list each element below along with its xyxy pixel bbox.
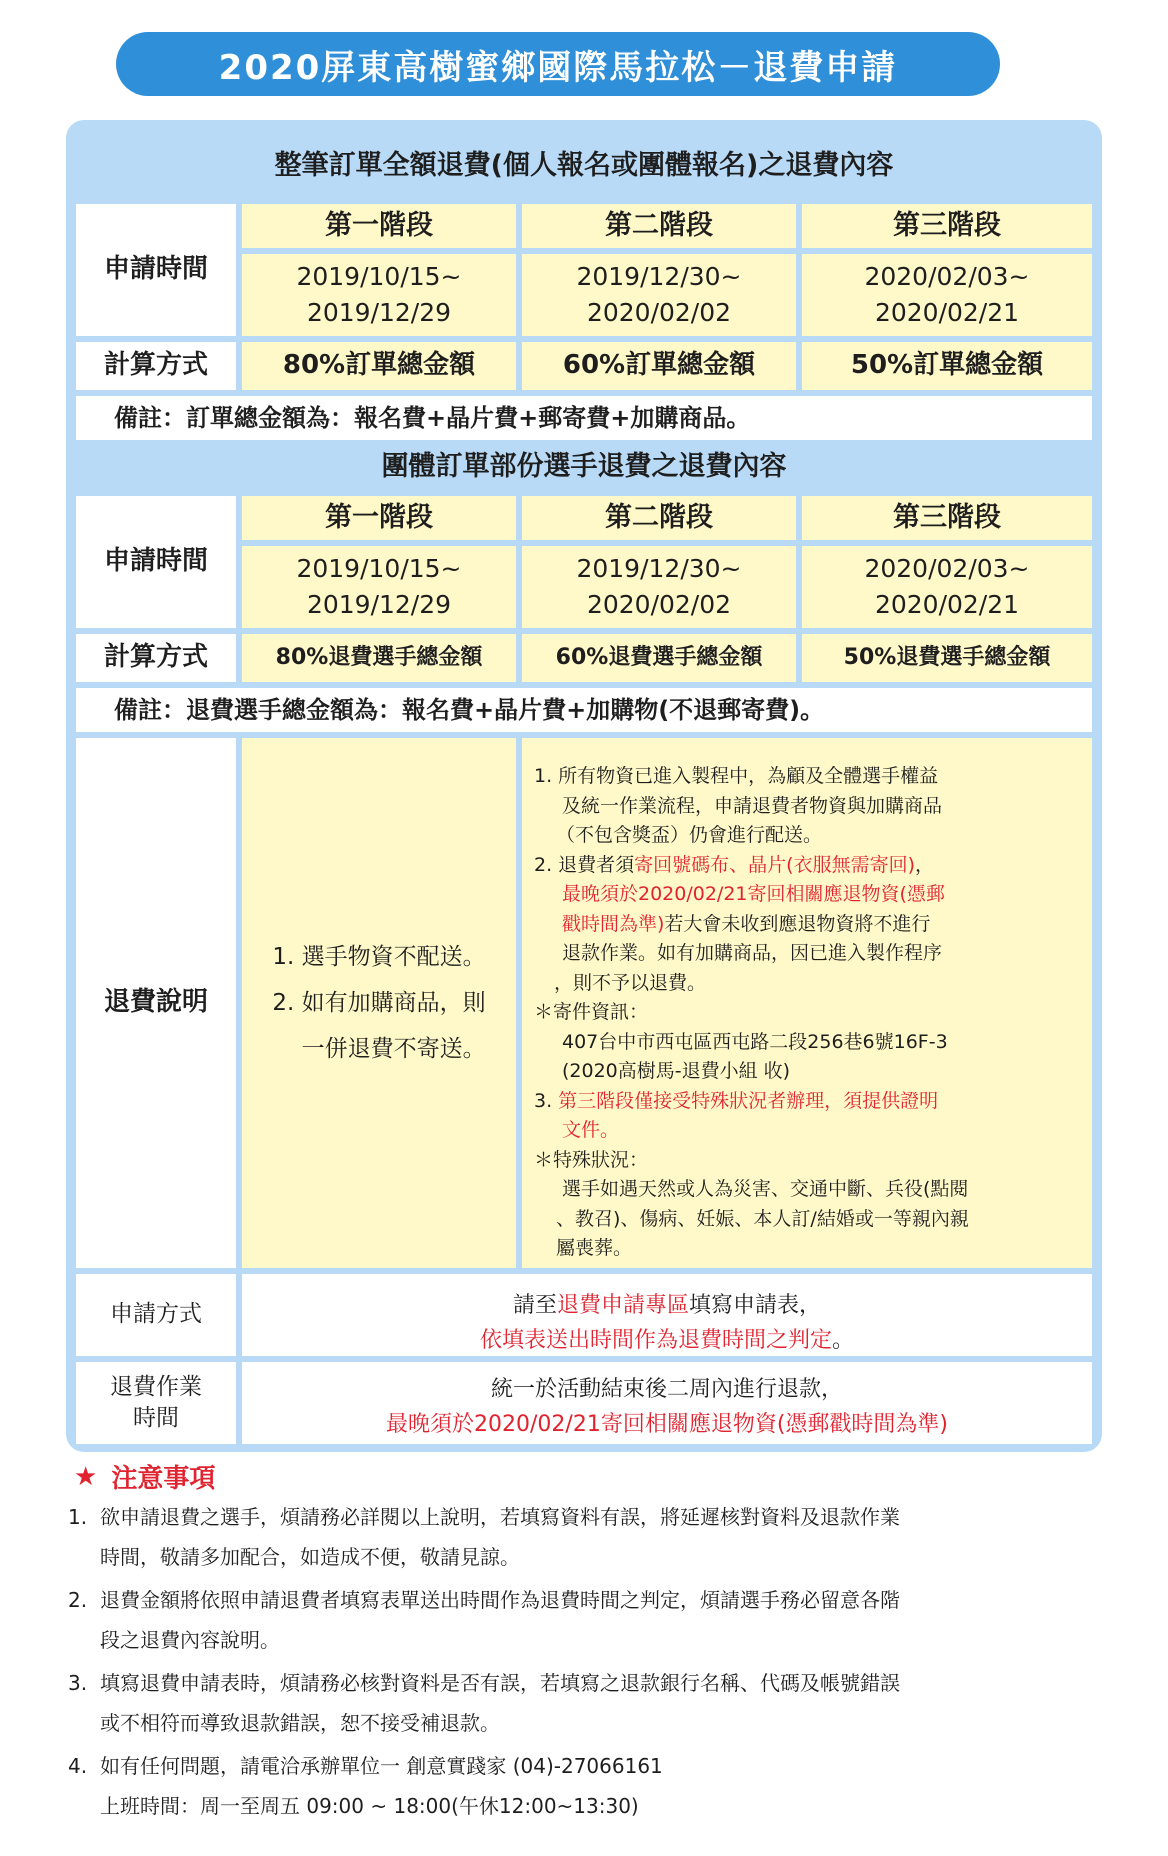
right-line <box>534 851 969 881</box>
section1-header: 整筆訂單全額退費(個人報名或團體報名)之退費內容 <box>76 136 1092 196</box>
section2-calc-1: 80%退費選手總金額 <box>242 634 516 682</box>
section2-calc-2: 60%退費選手總金額 <box>522 634 796 682</box>
apply-text: 請至 <box>512 1293 557 1318</box>
notice-line: 欲申請退費之選手，煩請務必詳閱以上說明，若填寫資料有誤，將延遲核對資料及退款作業 <box>100 1505 900 1529</box>
refund-explain-label: 退費說明 <box>76 738 236 1268</box>
section1-stage-2: 第二階段 <box>522 204 796 248</box>
right-line-red: 文件。 <box>562 1119 620 1141</box>
right-line: (2020高樹馬-退費小組 收) <box>562 1060 791 1082</box>
notice-num: 4. <box>68 1754 88 1778</box>
refund-time-content <box>242 1362 1092 1444</box>
right-line: 選手如遇天然或人為災害、交通中斷、兵役(點閱 <box>562 1178 969 1200</box>
section1-calc-1: 80%訂單總金額 <box>242 342 516 390</box>
section2-stage-3: 第三階段 <box>802 496 1092 540</box>
right-line-red: 最晚須於2020/02/21寄回相關應退物資(憑郵 <box>562 883 945 905</box>
apply-text: 填寫申請表， <box>689 1293 822 1318</box>
notice-line: 填寫退費申請表時，煩請務必核對資料是否有誤，若填寫之退款銀行名稱、代碼及帳號錯誤 <box>100 1671 900 1695</box>
right-text-red: 戳時間為準) <box>562 912 665 935</box>
section1-date-3-start: 2020/02/03~ <box>864 261 1030 291</box>
right-line <box>534 1087 969 1117</box>
apply-method-line-2 <box>480 1323 854 1358</box>
right-line: 407台中市西屯區西屯路二段256巷6號16F-3 <box>562 1030 948 1053</box>
section1-calc-label: 計算方式 <box>76 342 236 390</box>
notice-item <box>68 1663 1108 1743</box>
apply-method-content <box>242 1274 1092 1356</box>
refund-time-text <box>386 1362 948 1442</box>
right-text: ， <box>915 853 935 876</box>
section1-date-3-end: 2020/02/21 <box>874 298 1020 327</box>
refund-explain-left <box>242 738 516 1268</box>
section2-header: 團體訂單部份選手退費之退費內容 <box>76 444 1092 490</box>
right-line: 及統一作業流程，申請退費者物資與加購商品 <box>562 794 943 817</box>
refund-time-line-2: 最晚須於2020/02/21寄回相關應退物資(憑郵戳時間為準) <box>386 1412 948 1438</box>
apply-method-text <box>480 1274 854 1358</box>
refund-time-line-1: 統一於活動結束後二周內進行退款， <box>490 1377 843 1402</box>
section2-date-3-end: 2020/02/21 <box>874 590 1020 619</box>
section1-date-1-end: 2019/12/29 <box>306 298 452 327</box>
notice-num: 2. <box>68 1588 88 1612</box>
refund-explain-left-list <box>272 934 485 1072</box>
section1-calc-3: 50%訂單總金額 <box>802 342 1092 390</box>
refund-time-label-1: 退費作業 <box>110 1373 202 1400</box>
right-line: 屬喪葬。 <box>556 1237 633 1259</box>
right-line: 退款作業。如有加購商品，因已進入製作程序 <box>562 942 943 964</box>
right-line: ＊特殊狀況： <box>534 1148 649 1171</box>
section1-note: 備註：訂單總金額為：報名費+晶片費+郵寄費+加購商品。 <box>76 396 1092 440</box>
section1-time-label: 申請時間 <box>76 204 236 336</box>
refund-zone-link[interactable]: 退費申請專區 <box>556 1293 689 1318</box>
right-line: ＊寄件資訊： <box>534 1001 649 1023</box>
section1-date-3 <box>802 254 1092 336</box>
section2-calc-3: 50%退費選手總金額 <box>802 634 1092 682</box>
section2-note: 備註：退費選手總金額為：報名費+晶片費+加購物(不退郵寄費)。 <box>76 688 1092 732</box>
left-item-1: 1. 選手物資不配送。 <box>272 944 486 970</box>
notice-line: 時間，敬請多加配合，如造成不便，敬請見諒。 <box>100 1545 520 1569</box>
apply-text: 。 <box>832 1328 855 1354</box>
right-line: ，則不予以退費。 <box>554 971 707 994</box>
section1-stage-3: 第三階段 <box>802 204 1092 248</box>
section1-calc-2: 60%訂單總金額 <box>522 342 796 390</box>
section2-date-1 <box>242 546 516 628</box>
notice-heading <box>74 1458 215 1495</box>
notice-item <box>68 1497 1108 1577</box>
refund-explain-right-list <box>534 738 969 1264</box>
right-text: 3. <box>534 1089 559 1112</box>
right-text: 若大會未收到應退物資將不進行 <box>664 912 931 935</box>
right-line: 、教召)、傷病、妊娠、本人訂/結婚或一等親內親 <box>556 1207 969 1230</box>
refund-explain-right <box>522 738 1092 1268</box>
apply-text-red: 依填表送出時間作為退費時間之判定 <box>479 1328 832 1354</box>
section2-stage-1: 第一階段 <box>242 496 516 540</box>
right-line: （不包含獎盃）仍會進行配送。 <box>556 824 823 846</box>
section2-date-1-start: 2019/10/15~ <box>296 553 462 583</box>
section2-date-1-end: 2019/12/29 <box>306 590 452 619</box>
refund-time-label <box>76 1362 236 1444</box>
section1-date-1-start: 2019/10/15~ <box>296 261 462 291</box>
notice-line: 段之退費內容說明。 <box>100 1628 280 1652</box>
section2-date-2 <box>522 546 796 628</box>
section2-stage-2: 第二階段 <box>522 496 796 540</box>
star-icon: ★ <box>74 1461 98 1492</box>
refund-time-label-2: 時間 <box>133 1405 179 1431</box>
section1-stage-1: 第一階段 <box>242 204 516 248</box>
notice-num: 3. <box>68 1671 88 1695</box>
notice-item <box>68 1746 1108 1826</box>
apply-method-line-1 <box>480 1288 854 1323</box>
right-line: 1. 所有物資已進入製程中，為顧及全體選手權益 <box>534 765 939 787</box>
right-line <box>534 910 969 940</box>
section2-date-3 <box>802 546 1092 628</box>
page-title: 2020屏東高樹蜜鄉國際馬拉松－退費申請 <box>116 32 1000 96</box>
section2-date-2-start: 2019/12/30~ <box>576 553 742 583</box>
section2-date-2-end: 2020/02/02 <box>586 590 732 619</box>
right-text-red: 寄回號碼布、晶片(衣服無需寄回) <box>634 853 915 876</box>
section1-date-1 <box>242 254 516 336</box>
notice-line: 退費金額將依照申請退費者填寫表單送出時間作為退費時間之判定，煩請選手務必留意各階 <box>100 1588 900 1612</box>
notice-line: 如有任何問題，請電洽承辦單位一 創意實踐家 (04)-27066161 <box>100 1754 663 1778</box>
section2-time-label: 申請時間 <box>76 496 236 628</box>
notice-num: 1. <box>68 1505 88 1529</box>
section1-date-2-start: 2019/12/30~ <box>576 261 742 291</box>
section1-date-2 <box>522 254 796 336</box>
left-item-2: 2. 如有加購商品，則 <box>272 990 486 1016</box>
section1-date-2-end: 2020/02/02 <box>586 298 732 327</box>
apply-method-label: 申請方式 <box>76 1274 236 1356</box>
notice-list <box>68 1497 1108 1829</box>
notice-line: 或不相符而導致退款錯誤，恕不接受補退款。 <box>100 1711 500 1735</box>
left-item-3: 一併退費不寄送。 <box>301 1036 486 1062</box>
right-text-red: 第三階段僅接受特殊狀況者辦理，須提供證明 <box>558 1089 939 1112</box>
notice-title: 注意事項 <box>111 1464 216 1494</box>
section2-date-3-start: 2020/02/03~ <box>864 553 1030 583</box>
section2-calc-label: 計算方式 <box>76 634 236 682</box>
notice-item <box>68 1580 1108 1660</box>
notice-line: 上班時間：周一至周五 09:00 ~ 18:00(午休12:00~13:30) <box>100 1794 639 1818</box>
right-text: 2. 退費者須 <box>534 853 635 876</box>
